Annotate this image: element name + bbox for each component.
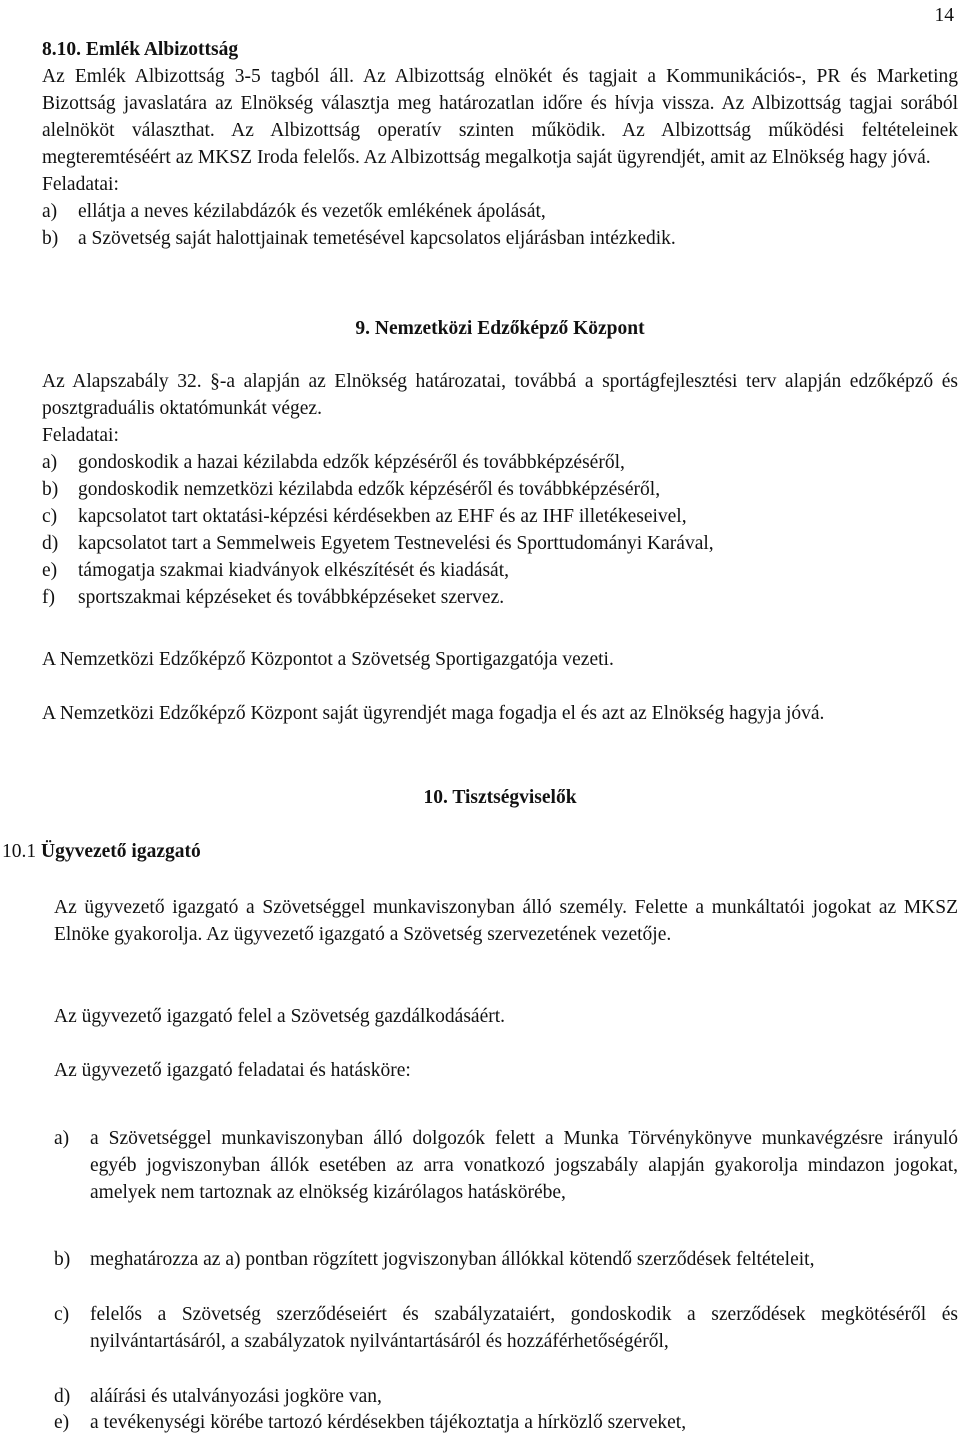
list-text: sportszakmai képzéseket és továbbképzéseket szervez. xyxy=(78,587,505,608)
list-marker: a) xyxy=(42,201,58,222)
list-item xyxy=(42,476,958,503)
list-text: a Szövetséggel munkaviszonyban álló dolgozók felett a Munka Törvénykönyve munkavégzésre irányuló egyéb jogviszonyban állók esetében az arra vonatkozó jogszabály alapján gyakorolja mindazon jogokat, amelyek nem tartoznak az elnökség kizárólagos hatáskörébe, xyxy=(90,1128,958,1203)
list-marker: b) xyxy=(54,1249,71,1270)
subsection-title: Ügyvezető igazgató xyxy=(41,841,201,862)
list-marker: b) xyxy=(42,228,59,249)
list-text: ellátja a neves kézilabdázók és vezetők emlékének ápolását, xyxy=(78,201,546,222)
list-item xyxy=(42,449,958,476)
list-item xyxy=(42,557,958,584)
section-body: Az Emlék Albizottság 3-5 tagból áll. Az Albizottság elnökét és tagjait a Kommunikációs-, PR és Marketing Bizottság javaslatára az Elnökség választja meg határozatlan időre és hívja vissza. Az Albizottság tagjai sorából alelnököt választhat. Az Albizottság operatív szinten működik. Az Albizottság működési feltételeinek megteremtéséért az MKSZ Iroda felelős. Az Albizottság megalkotja saját ügyrendjét, amit az Elnökség hagy jóvá. xyxy=(42,66,958,168)
list-text: gondoskodik nemzetközi kézilabda edzők képzéséről és továbbképzéséről, xyxy=(78,479,661,500)
tasks-label: Feladatai: xyxy=(42,174,119,195)
subsection-number: 10.1 xyxy=(2,841,37,862)
list-text: felelős a Szövetség szerződéseiért és szabályzataiért, gondoskodik a szerződések megkötéséről és nyilvántartásáról, a szabályzatok nyilvántartásáról és hozzáférhetőségéről, xyxy=(90,1304,958,1352)
section-title: 8.10. Emlék Albizottság xyxy=(42,39,239,60)
list-marker: a) xyxy=(42,452,58,473)
paragraph xyxy=(42,646,958,673)
section-title: 10. Tisztségviselők xyxy=(423,787,577,808)
tasks-label: Feladatai: xyxy=(42,425,119,446)
paragraph xyxy=(42,700,958,727)
paragraph-text: A Nemzetközi Edzőképző Központ saját ügyrendjét maga fogadja el és azt az Elnökség hagyja jóvá. xyxy=(42,703,825,724)
list-marker: e) xyxy=(42,560,58,581)
list-text: gondoskodik a hazai kézilabda edzők képzéséről és továbbképzéséről, xyxy=(78,452,625,473)
paragraph xyxy=(54,1057,958,1084)
list-marker: e) xyxy=(54,1412,70,1433)
list-marker: c) xyxy=(42,506,58,527)
list-item xyxy=(54,1409,958,1436)
subsection-heading xyxy=(2,838,201,865)
list-item xyxy=(54,1125,958,1206)
list-item xyxy=(54,1301,958,1355)
list-item xyxy=(42,530,958,557)
section-body: Az Alapszabály 32. §-a alapján az Elnökség határozatai, továbbá a sportágfejlesztési terv alapján edzőképző és posztgraduális oktatómunkát végez. xyxy=(42,371,958,419)
list-item xyxy=(42,198,958,225)
section-8-10 xyxy=(42,36,958,252)
list-text: kapcsolatot tart a Semmelweis Egyetem Testnevelési és Sporttudományi Karával, xyxy=(78,533,714,554)
list-item xyxy=(54,1383,958,1410)
list-marker: d) xyxy=(54,1386,71,1407)
list-text: aláírási és utalványozási jogköre van, xyxy=(90,1386,382,1407)
paragraph-text: Az ügyvezető igazgató felel a Szövetség gazdálkodásáért. xyxy=(54,1006,506,1027)
list-marker: b) xyxy=(42,479,59,500)
paragraph xyxy=(54,894,958,948)
paragraph xyxy=(54,1003,958,1030)
list-text: a Szövetség saját halottjainak temetésével kapcsolatos eljárásban intézkedik. xyxy=(78,228,676,249)
list-item xyxy=(42,225,958,252)
list-item xyxy=(42,503,958,530)
section-9 xyxy=(42,368,958,611)
paragraph-text: Az ügyvezető igazgató a Szövetséggel munkaviszonyban álló személy. Felette a munkáltatói jogokat az MKSZ Elnöke gyakorolja. Az ügyvezető igazgató a Szövetség szervezetének vezetője. xyxy=(54,897,958,945)
list-text: kapcsolatot tart oktatási-képzési kérdésekben az EHF és az IHF illetékeseivel, xyxy=(78,506,687,527)
list-text: meghatározza az a) pontban rögzített jogviszonyban állókkal kötendő szerződések feltételeit, xyxy=(90,1249,815,1270)
paragraph-text: Az ügyvezető igazgató feladatai és hatásköre: xyxy=(54,1060,411,1081)
list-text: támogatja szakmai kiadványok elkészítését és kiadását, xyxy=(78,560,510,581)
list-text: a tevékenységi körébe tartozó kérdésekben tájékoztatja a hírközlő szerveket, xyxy=(90,1412,687,1433)
list-marker: c) xyxy=(54,1304,70,1325)
page-number: 14 xyxy=(934,5,954,26)
list-marker: a) xyxy=(54,1128,70,1149)
section-title: 9. Nemzetközi Edzőképző Központ xyxy=(355,318,645,339)
list-marker: d) xyxy=(42,533,59,554)
paragraph-text: A Nemzetközi Edzőképző Központot a Szövetség Sportigazgatója vezeti. xyxy=(42,649,614,670)
list-item xyxy=(54,1246,958,1273)
list-item xyxy=(42,584,958,611)
list-marker: f) xyxy=(42,587,55,608)
